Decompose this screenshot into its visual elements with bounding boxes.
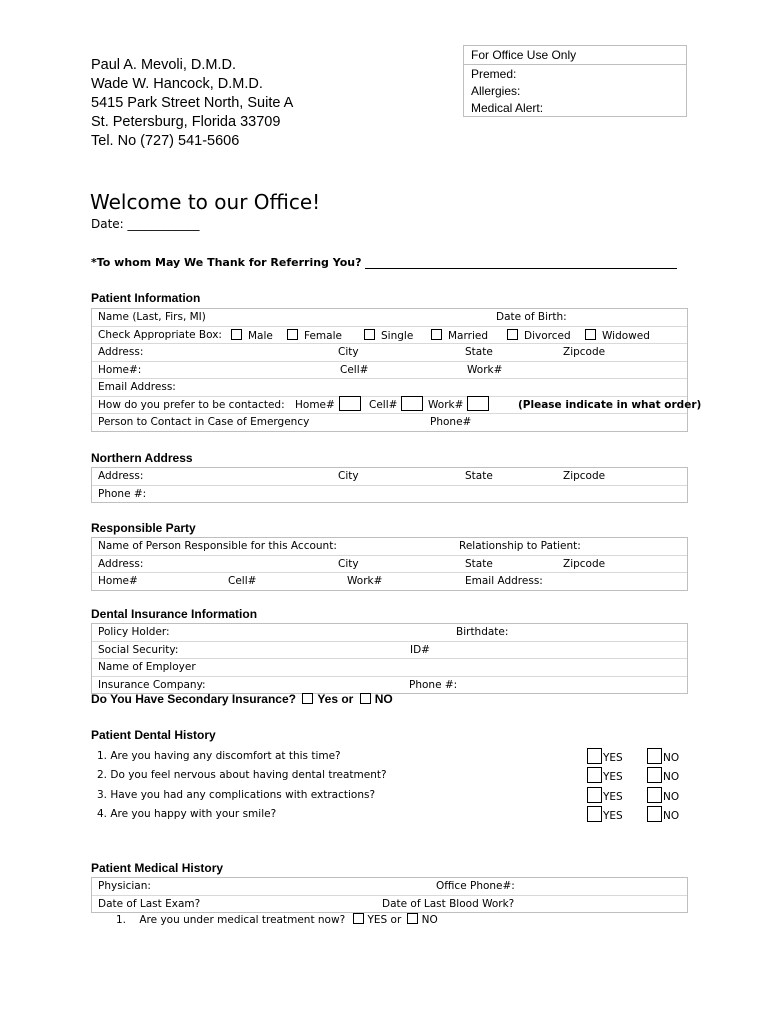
- no-option[interactable]: NO: [647, 787, 679, 803]
- contact-pref-label: How do you prefer to be contacted:: [98, 398, 285, 411]
- zipcode-label: Zipcode: [563, 470, 606, 482]
- divorced-option[interactable]: Divorced: [507, 329, 571, 342]
- checkbox-icon[interactable]: [647, 767, 662, 783]
- medical-history-table: [91, 877, 688, 913]
- office-use-box: [463, 45, 687, 117]
- medical-question-1: [116, 913, 438, 926]
- home-phone-label: Home#:: [98, 363, 142, 376]
- state-label: State: [465, 470, 493, 482]
- dental-question-4: 4. Are you happy with your smile?: [97, 808, 277, 820]
- no-option[interactable]: NO: [647, 767, 679, 783]
- last-exam-label: Date of Last Exam?: [98, 897, 201, 910]
- checkbox-icon[interactable]: [587, 767, 602, 783]
- referral-input-line[interactable]: [365, 256, 677, 269]
- dob-label: Date of Birth:: [496, 311, 567, 323]
- medical-question-text: Are you under medical treatment now?: [139, 914, 346, 926]
- state-label: State: [465, 557, 493, 570]
- dental-question-1: 1. Are you having any discomfort at this time?: [97, 750, 341, 762]
- pref-home[interactable]: Home#: [295, 396, 361, 411]
- referral-label: *To whom May We Thank for Referring You?: [91, 256, 362, 269]
- checkbox-icon[interactable]: [231, 329, 242, 340]
- yes-option[interactable]: YES: [587, 767, 623, 783]
- check-box-label: Check Appropriate Box:: [98, 328, 222, 341]
- no-option[interactable]: NO: [647, 748, 679, 764]
- checkbox-icon[interactable]: [353, 913, 364, 924]
- policy-holder-label: Policy Holder:: [98, 626, 170, 638]
- practice-address: [91, 56, 293, 151]
- cell-phone-label: Cell#: [340, 363, 369, 376]
- checkbox-icon[interactable]: [407, 913, 418, 924]
- address-label: Address:: [98, 557, 144, 570]
- pref-work[interactable]: Work#: [428, 396, 489, 411]
- checkbox-icon[interactable]: [287, 329, 298, 340]
- cell-phone-label: Cell#: [228, 575, 257, 587]
- phone-label: Phone #:: [98, 487, 147, 500]
- welcome-heading: Welcome to our Office!: [90, 190, 321, 214]
- yes-option[interactable]: YES: [587, 787, 623, 803]
- last-blood-work-label: Date of Last Blood Work?: [382, 897, 515, 910]
- married-option[interactable]: Married: [431, 329, 488, 342]
- widowed-option[interactable]: Widowed: [585, 329, 650, 342]
- city-label: City: [338, 470, 359, 482]
- address-line: Paul A. Mevoli, D.M.D.: [91, 57, 237, 73]
- name-label: Name (Last, Firs, MI): [98, 311, 206, 323]
- secondary-insurance-question: [91, 692, 393, 706]
- yes-option[interactable]: YES: [587, 748, 623, 764]
- checkbox-icon[interactable]: [364, 329, 375, 340]
- pref-cell[interactable]: Cell#: [369, 396, 423, 411]
- address-label: Address:: [98, 346, 144, 358]
- insurance-company-label: Insurance Company:: [98, 678, 206, 691]
- male-option[interactable]: Male: [231, 329, 273, 342]
- emergency-contact-label: Person to Contact in Case of Emergency: [98, 416, 310, 428]
- relationship-label: Relationship to Patient:: [459, 540, 581, 552]
- medical-alert-label: Medical Alert:: [471, 101, 544, 115]
- emergency-phone-label: Phone#: [430, 416, 472, 428]
- order-box[interactable]: [401, 396, 423, 411]
- address-label: Address:: [98, 470, 144, 482]
- responsible-name-label: Name of Person Responsible for this Account:: [98, 540, 337, 552]
- city-label: City: [338, 557, 359, 570]
- checkbox-icon[interactable]: [302, 693, 313, 704]
- address-line: St. Petersburg, Florida 33709: [91, 114, 281, 130]
- checkbox-icon[interactable]: [360, 693, 371, 704]
- checkbox-icon[interactable]: [507, 329, 518, 340]
- northern-address-title: Northern Address: [91, 451, 193, 465]
- responsible-party-title: Responsible Party: [91, 521, 196, 535]
- address-line: 5415 Park Street North, Suite A: [91, 95, 294, 111]
- insurance-title: Dental Insurance Information: [91, 607, 258, 621]
- work-phone-label: Work#: [347, 575, 383, 587]
- date-field[interactable]: Date: ____________: [91, 217, 200, 231]
- no-label: NO: [421, 914, 438, 926]
- no-label: NO: [374, 692, 393, 706]
- secondary-insurance-label: Do You Have Secondary Insurance?: [91, 692, 296, 706]
- order-box[interactable]: [339, 396, 361, 411]
- office-use-title: For Office Use Only: [464, 46, 686, 65]
- allergies-label: Allergies:: [471, 84, 521, 98]
- employer-label: Name of Employer: [98, 661, 196, 673]
- dental-question-3: 3. Have you had any complications with extractions?: [97, 789, 376, 801]
- physician-label: Physician:: [98, 880, 151, 892]
- checkbox-icon[interactable]: [587, 748, 602, 764]
- checkbox-icon[interactable]: [647, 787, 662, 803]
- state-label: State: [465, 346, 493, 358]
- insurance-phone-label: Phone #:: [409, 678, 458, 691]
- responsible-party-table: [91, 537, 688, 591]
- work-phone-label: Work#: [467, 363, 503, 376]
- checkbox-icon[interactable]: [647, 748, 662, 764]
- referral-question: [91, 256, 677, 269]
- patient-info-table: [91, 308, 702, 432]
- medical-history-title: Patient Medical History: [91, 861, 224, 875]
- yes-or-label: Yes or: [317, 692, 354, 706]
- checkbox-icon[interactable]: [647, 806, 662, 822]
- single-option[interactable]: Single: [364, 329, 413, 342]
- premed-label: Premed:: [471, 67, 517, 81]
- zipcode-label: Zipcode: [563, 557, 606, 570]
- address-line: Tel. No (727) 541-5606: [91, 133, 240, 149]
- checkbox-icon[interactable]: [587, 806, 602, 822]
- no-option[interactable]: NO: [647, 806, 679, 822]
- female-option[interactable]: Female: [287, 329, 342, 342]
- checkbox-icon[interactable]: [431, 329, 442, 340]
- northern-address-table: [91, 467, 688, 503]
- address-line: Wade W. Hancock, D.M.D.: [91, 76, 263, 92]
- patient-info-title: Patient Information: [91, 291, 201, 305]
- zipcode-label: Zipcode: [563, 346, 606, 358]
- birthdate-label: Birthdate:: [456, 626, 509, 638]
- email-label: Email Address:: [98, 381, 176, 393]
- ssn-label: Social Security:: [98, 643, 179, 656]
- order-note: (Please indicate in what order): [518, 398, 702, 411]
- office-phone-label: Office Phone#:: [436, 880, 515, 892]
- dental-question-2: 2. Do you feel nervous about having dental treatment?: [97, 769, 387, 781]
- id-label: ID#: [410, 643, 430, 656]
- insurance-table: [91, 623, 688, 694]
- dental-history-title: Patient Dental History: [91, 728, 216, 742]
- yes-option[interactable]: YES: [587, 806, 623, 822]
- home-phone-label: Home#: [98, 575, 138, 587]
- yes-or-label: YES or: [367, 914, 402, 926]
- city-label: City: [338, 346, 359, 358]
- question-number: 1.: [116, 914, 127, 926]
- order-box[interactable]: [467, 396, 489, 411]
- email-label: Email Address:: [465, 575, 543, 587]
- checkbox-icon[interactable]: [585, 329, 596, 340]
- checkbox-icon[interactable]: [587, 787, 602, 803]
